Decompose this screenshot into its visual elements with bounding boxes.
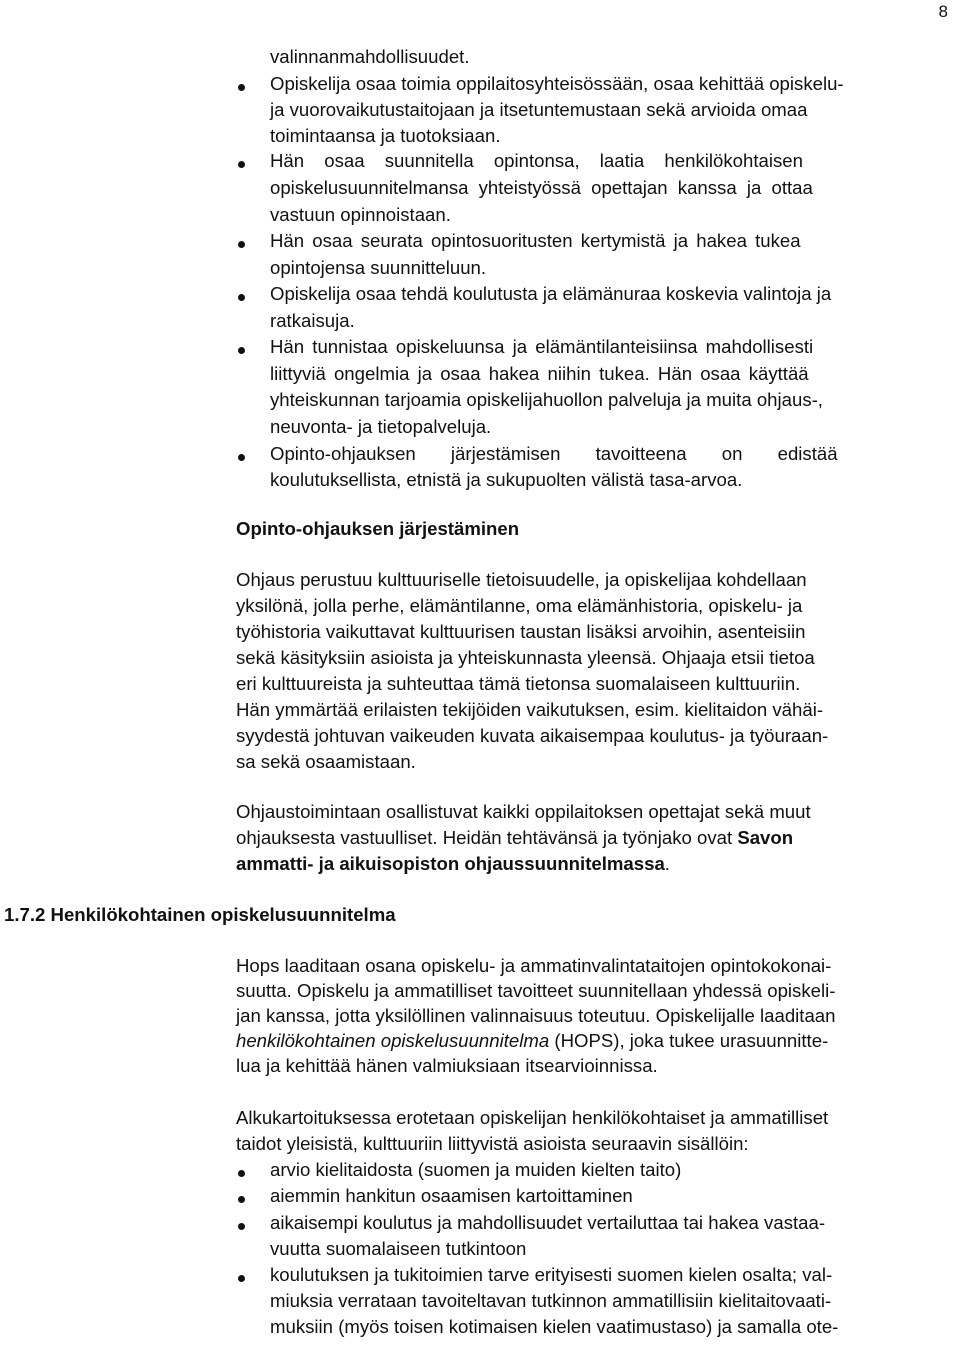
bullet-icon [238,161,245,168]
bullet-icon [238,347,245,354]
bullet-icon [238,294,245,301]
paragraph-line [236,825,793,851]
list-item-line: vuutta suomalaiseen tutkintoon [270,1238,527,1259]
list-item-line: opintojensa suunnitteluun. [270,257,487,278]
section-heading: Opinto-ohjauksen järjestäminen [236,518,520,539]
bullet-icon [238,1196,245,1203]
paragraph-line: Alkukartoituksessa erotetaan opiskelijan henkilökohtaiset ja ammatilliset [236,1107,829,1128]
document-reference: ammatti- ja aikuisopiston ohjaussuunnitelmassa [236,853,665,874]
list-item-line: koulutuksen ja tukitoimien tarve erityisesti suomen kielen osalta; val- [270,1264,833,1285]
paragraph-line: sekä käsityksiin asioista ja yhteiskunnasta yleensä. Ohjaaja etsii tietoa [236,647,815,668]
paragraph-line: eri kulttuureista ja suhteuttaa tämä tietonsa suomalaiseen kulttuuriin. [236,673,801,694]
list-item-line: aikaisempi koulutus ja mahdollisuudet vertailuttaa tai hakea vastaa- [270,1212,826,1233]
list-item-line: miuksia verrataan tavoiteltavan tutkinnon ammatillisiin kielitaitovaati- [270,1290,832,1311]
bullet-icon [238,454,245,461]
list-item-line: Opinto-ohjauksen järjestämisen tavoitteena on edistää [270,443,838,464]
paragraph-line: Hops laaditaan osana opiskelu- ja ammatinvalintataitojen opintokokonai- [236,955,832,976]
paragraph-text: . [664,853,670,874]
paragraph-line [236,851,670,877]
list-item-line: aiemmin hankitun osaamisen kartoittaminen [270,1185,633,1206]
list-item-line: ja vuorovaikutustaitojaan ja itsetuntemustaan sekä arvioida omaa [270,99,808,120]
paragraph-line: Ohjaustoimintaan osallistuvat kaikki oppilaitoksen opettajat sekä muut [236,801,811,822]
list-item-line: arvio kielitaidosta (suomen ja muiden kielten taito) [270,1159,682,1180]
paragraph-line: Ohjaus perustuu kulttuuriselle tietoisuudelle, ja opiskelijaa kohdellaan [236,569,807,590]
bullet-icon [238,1170,245,1177]
paragraph-line: suutta. Opiskelu ja ammatilliset tavoitteet suunnitellaan yhdessä opiskeli- [236,980,836,1001]
list-item-line: valinnanmahdollisuudet. [270,46,470,67]
list-item-line: neuvonta- ja tietopalveluja. [270,416,492,437]
paragraph-line: syydestä johtuvan vaikeuden kuvata aikaisempaa koulutus- ja työuraan- [236,725,829,746]
list-item-line: koulutuksellista, etnistä ja sukupuolten välistä tasa-arvoa. [270,469,743,490]
bullet-icon [238,84,245,91]
paragraph-text: (HOPS), joka tukee urasuunnitte- [549,1030,829,1051]
list-item-line: Hän osaa suunnitella opintonsa, laatia henkilökohtaisen [270,150,803,171]
list-item-line: yhteiskunnan tarjoamia opiskelijahuollon palveluja ja muita ohjaus-, [270,389,823,410]
page-number: 8 [938,2,948,21]
paragraph-line: yksilönä, jolla perhe, elämäntilanne, oma elämänhistoria, opiskelu- ja [236,595,803,616]
paragraph-line: taidot yleisistä, kulttuuriin liittyvistä asioista seuraavin sisällöin: [236,1133,749,1154]
paragraph-line: jan kanssa, jotta yksilöllinen valinnaisuus toteutuu. Opiskelijalle laaditaan [236,1005,836,1026]
bullet-icon [238,1275,245,1282]
list-item-line: Opiskelija osaa tehdä koulutusta ja elämänuraa koskevia valintoja ja [270,283,832,304]
paragraph-line [236,1028,828,1054]
list-item-line: toimintaansa ja tuotoksiaan. [270,125,501,146]
list-item-line: ratkaisuja. [270,310,355,331]
list-item-line: muksiin (myös toisen kotimaisen kielen vaatimustaso) ja samalla ote- [270,1316,839,1337]
bullet-icon [238,1223,245,1230]
paragraph-text: ohjauksesta vastuulliset. Heidän tehtävänsä ja työnjako ovat [236,827,738,848]
document-reference: Savon [737,827,794,848]
list-item-line: opiskelusuunnitelmansa yhteistyössä opettajan kanssa ja ottaa [270,177,813,198]
list-item-line: Hän tunnistaa opiskeluunsa ja elämäntilanteisiinsa mahdollisesti [270,336,814,357]
subsection-heading: 1.7.2 Henkilökohtainen opiskelusuunnitelma [4,904,396,925]
list-item-line: Hän osaa seurata opintosuoritusten kertymistä ja hakea tukea [270,230,801,251]
emphasized-term: henkilökohtainen opiskelusuunnitelma [236,1030,550,1051]
paragraph-line: työhistoria vaikuttavat kulttuurisen taustan lisäksi arvoihin, asenteisiin [236,621,806,642]
paragraph-line: lua ja kehittää hänen valmiuksiaan itsearvioinnissa. [236,1055,658,1076]
paragraph-line: Hän ymmärtää erilaisten tekijöiden vaikutuksen, esim. kielitaidon vähäi- [236,699,824,720]
paragraph-line: sa sekä osaamistaan. [236,751,416,772]
bullet-icon [238,241,245,248]
list-item-line: liittyviä ongelmia ja osaa hakea niihin tukea. Hän osaa käyttää [270,363,809,384]
list-item-line: vastuun opinnoistaan. [270,204,451,225]
list-item-line: Opiskelija osaa toimia oppilaitosyhteisössään, osaa kehittää opiskelu- [270,73,844,94]
